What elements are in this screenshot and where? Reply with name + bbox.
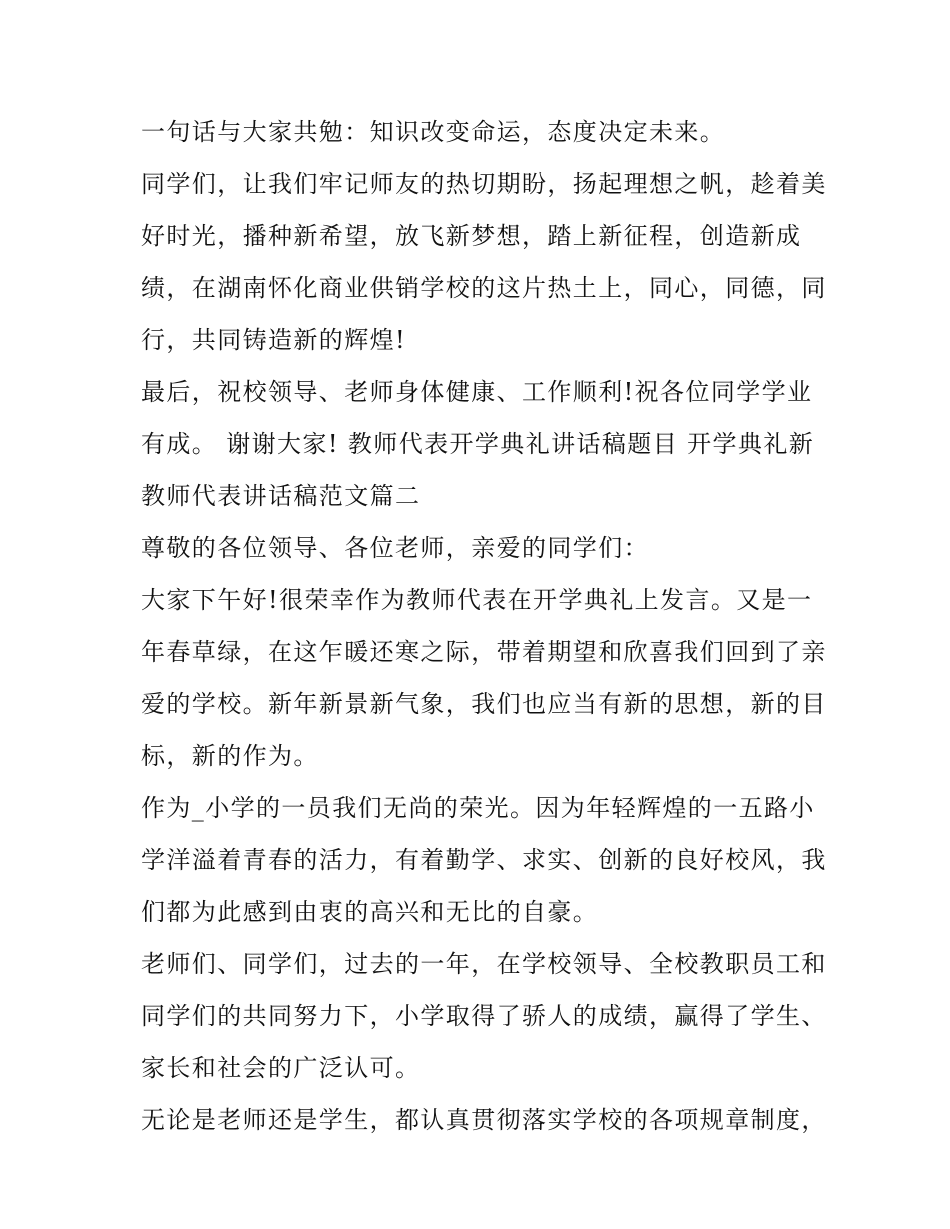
text-line: 一句话与大家共勉：知识改变命运，态度决定未来。 [141, 118, 726, 146]
document-body [141, 106, 827, 1146]
text-line: 年春草绿，在这乍暖还寒之际，带着期望和欣喜我们回到了亲 [141, 638, 827, 666]
text-line: 行，共同铸造新的辉煌! [141, 326, 407, 354]
text-line: 作为_小学的一员我们无尚的荣光。因为年轻辉煌的一五路小 [141, 794, 815, 822]
text-line: 最后，祝校领导、老师身体健康、工作顺利!祝各位同学学业 [141, 378, 813, 406]
text-line: 老师们、同学们，过去的一年，在学校领导、全校教职员工和 [141, 950, 827, 978]
text-line: 绩，在湖南怀化商业供销学校的这片热土上，同心，同德，同 [141, 274, 827, 302]
text-line: 好时光，播种新希望，放飞新梦想，踏上新征程，创造新成 [141, 222, 802, 250]
text-line: 大家下午好!很荣幸作为教师代表在开学典礼上发言。又是一 [141, 586, 813, 614]
text-line: 学洋溢着青春的活力，有着勤学、求实、创新的良好校风，我 [141, 846, 827, 874]
text-line: 们都为此感到由衷的高兴和无比的自豪。 [141, 898, 599, 926]
text-line: 同学们的共同努力下，小学取得了骄人的成绩，赢得了学生、 [141, 1002, 827, 1030]
text-line: 有成。 谢谢大家! 教师代表开学典礼讲话稿题目 开学典礼新 [141, 430, 815, 458]
text-line: 家长和社会的广泛认可。 [141, 1054, 421, 1082]
text-line: 同学们，让我们牢记师友的热切期盼，扬起理想之帆，趁着美 [141, 170, 827, 198]
text-line: 无论是老师还是学生，都认真贯彻落实学校的各项规章制度， [141, 1106, 827, 1134]
text-line: 标，新的作为。 [141, 742, 319, 770]
text-line: 爱的学校。新年新景新气象，我们也应当有新的思想，新的目 [141, 690, 827, 718]
text-line: 尊敬的各位领导、各位老师，亲爱的同学们： [141, 534, 649, 562]
text-line: 教师代表讲话稿范文篇二 [141, 482, 421, 510]
